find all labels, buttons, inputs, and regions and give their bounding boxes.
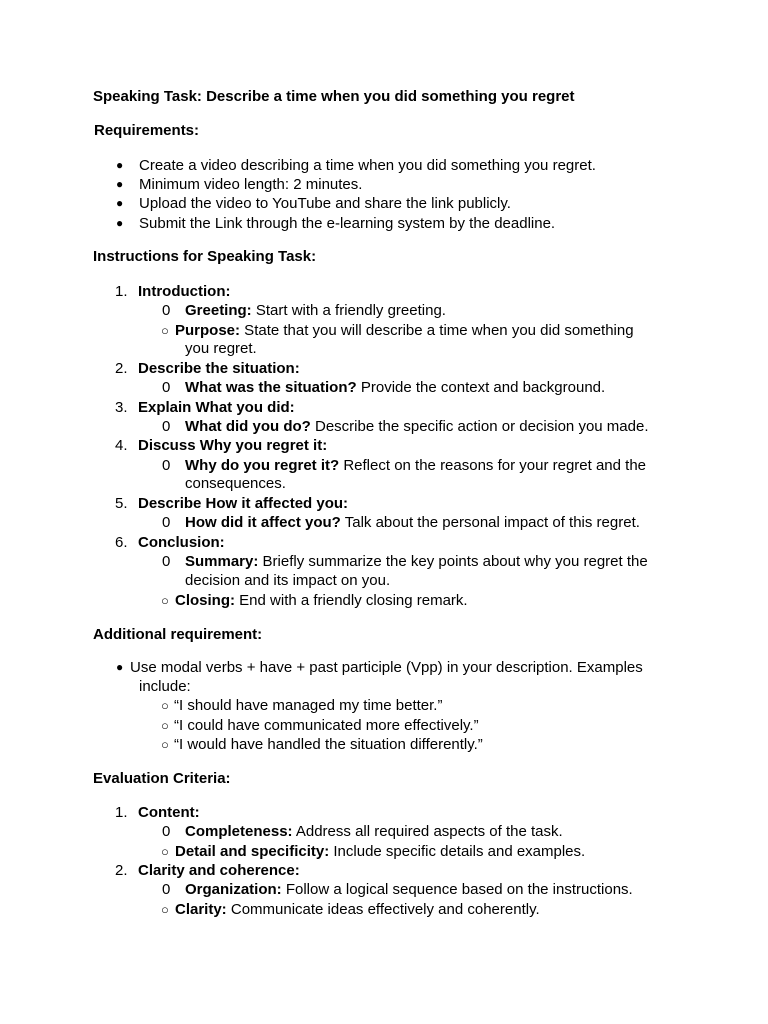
criterion-label: Clarity and coherence: bbox=[138, 862, 300, 879]
document-title: Speaking Task: Describe a time when you did something you regret bbox=[93, 88, 575, 105]
circle-bullet-icon: ○ bbox=[161, 593, 169, 608]
sub-item-continuation: consequences. bbox=[185, 475, 286, 492]
step-label: Conclusion: bbox=[138, 534, 225, 551]
bullet-icon: ● bbox=[116, 660, 124, 674]
sub-item: What was the situation? Provide the context and background. bbox=[185, 379, 606, 396]
sub-marker-zero: 0 bbox=[162, 418, 171, 435]
circle-bullet-icon: ○ bbox=[161, 698, 169, 713]
evaluation-heading: Evaluation Criteria: bbox=[93, 770, 231, 787]
sub-item-continuation: decision and its impact on you. bbox=[185, 572, 391, 589]
sub-marker-zero: 0 bbox=[162, 379, 171, 396]
sub-item: Summary: Briefly summarize the key points about why you regret the bbox=[185, 553, 648, 570]
step-number: 5. bbox=[115, 495, 128, 512]
sub-item: Why do you regret it? Reflect on the reasons for your regret and the bbox=[185, 457, 647, 474]
list-item: Upload the video to YouTube and share the link publicly. bbox=[139, 195, 511, 212]
bullet-icon: ● bbox=[116, 216, 124, 230]
sub-item: What did you do? Describe the specific action or decision you made. bbox=[185, 418, 649, 435]
step-number: 1. bbox=[115, 283, 128, 300]
circle-bullet-icon: ○ bbox=[161, 737, 169, 752]
sub-marker-zero: 0 bbox=[162, 881, 171, 898]
criterion-number: 2. bbox=[115, 862, 128, 879]
example-item: “I would have handled the situation differently.” bbox=[174, 736, 483, 753]
example-item: “I could have communicated more effectively.” bbox=[174, 717, 479, 734]
list-item: Create a video describing a time when you did something you regret. bbox=[139, 157, 596, 174]
sub-item: Completeness: Address all required aspects of the task. bbox=[185, 823, 563, 840]
sub-marker-zero: 0 bbox=[162, 553, 171, 570]
sub-item: Closing: End with a friendly closing remark. bbox=[175, 592, 468, 609]
step-label: Describe How it affected you: bbox=[138, 495, 349, 512]
sub-item: How did it affect you? Talk about the personal impact of this regret. bbox=[185, 514, 640, 531]
list-item: Use modal verbs + have + past participle (Vpp) in your description. Examples bbox=[130, 659, 643, 676]
sub-marker-zero: 0 bbox=[162, 823, 171, 840]
example-item: “I should have managed my time better.” bbox=[174, 697, 443, 714]
step-label: Explain What you did: bbox=[138, 399, 295, 416]
requirements-heading: Requirements: bbox=[94, 122, 200, 139]
additional-heading: Additional requirement: bbox=[93, 626, 263, 643]
sub-item: Purpose: State that you will describe a time when you did something bbox=[175, 322, 634, 339]
sub-marker-zero: 0 bbox=[162, 302, 171, 319]
step-number: 4. bbox=[115, 437, 128, 454]
bullet-icon: ● bbox=[116, 196, 124, 210]
step-number: 3. bbox=[115, 399, 128, 416]
sub-item-continuation: you regret. bbox=[185, 340, 257, 357]
sub-marker-zero: 0 bbox=[162, 457, 171, 474]
criterion-number: 1. bbox=[115, 804, 128, 821]
sub-item: Greeting: Start with a friendly greeting. bbox=[185, 302, 446, 319]
list-item-continuation: include: bbox=[139, 678, 191, 695]
sub-item: Detail and specificity: Include specific details and examples. bbox=[175, 843, 586, 860]
circle-bullet-icon: ○ bbox=[161, 902, 169, 917]
sub-item: Clarity: Communicate ideas effectively and coherently. bbox=[175, 901, 540, 918]
bullet-icon: ● bbox=[116, 177, 124, 191]
circle-bullet-icon: ○ bbox=[161, 718, 169, 733]
bullet-icon: ● bbox=[116, 158, 124, 172]
list-item: Minimum video length: 2 minutes. bbox=[139, 176, 363, 193]
step-number: 6. bbox=[115, 534, 128, 551]
criterion-label: Content: bbox=[138, 804, 200, 821]
step-label: Introduction: bbox=[138, 283, 231, 300]
circle-bullet-icon: ○ bbox=[161, 323, 169, 338]
sub-item: Organization: Follow a logical sequence based on the instructions. bbox=[185, 881, 633, 898]
circle-bullet-icon: ○ bbox=[161, 844, 169, 859]
list-item: Submit the Link through the e-learning system by the deadline. bbox=[139, 215, 556, 232]
step-label: Discuss Why you regret it: bbox=[138, 437, 328, 454]
sub-marker-zero: 0 bbox=[162, 514, 171, 531]
step-number: 2. bbox=[115, 360, 128, 377]
step-label: Describe the situation: bbox=[138, 360, 300, 377]
instructions-heading: Instructions for Speaking Task: bbox=[93, 248, 317, 265]
